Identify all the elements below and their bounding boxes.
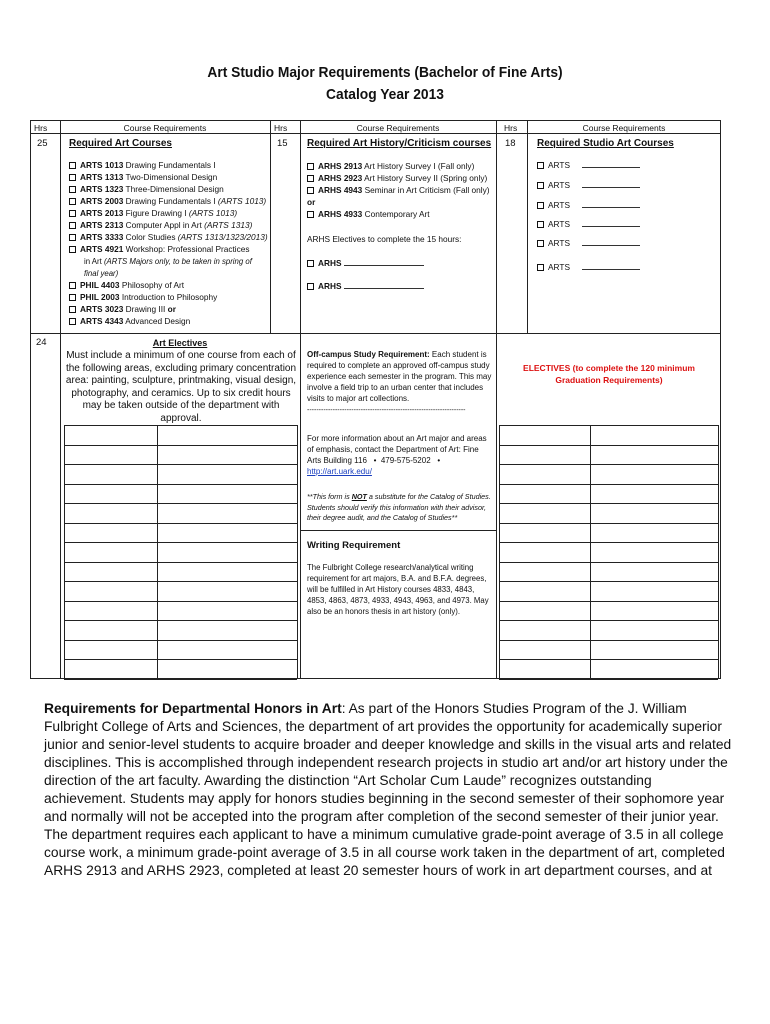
- checkbox[interactable]: [69, 186, 76, 193]
- grid-line: [499, 542, 718, 543]
- checkbox[interactable]: [69, 174, 76, 181]
- col2-item[interactable]: ARHS 2913 Art History Survey I (Fall only): [307, 161, 474, 172]
- checkbox[interactable]: [307, 187, 314, 194]
- grid-line: [718, 425, 719, 679]
- hrs-header-3: Hrs: [504, 123, 518, 133]
- checkbox[interactable]: [69, 162, 76, 169]
- col3-heading: Required Studio Art Courses: [537, 138, 674, 149]
- checkbox[interactable]: [537, 240, 544, 247]
- grid-line: [499, 523, 718, 524]
- col2-electives-text: ARHS Electives to complete the 15 hours:: [307, 234, 462, 244]
- col1-item[interactable]: ARTS 1013 Drawing Fundamentals I: [69, 160, 216, 171]
- col3-item[interactable]: ARTS: [537, 219, 640, 230]
- grid-line: [499, 445, 718, 446]
- checkbox[interactable]: [69, 246, 76, 253]
- col-divider-1: [60, 120, 61, 679]
- grid-line: [297, 425, 298, 679]
- electives-heading: Art Electives: [152, 338, 208, 348]
- col3-item[interactable]: ARTS: [537, 200, 640, 211]
- page-subtitle: Catalog Year 2013: [326, 86, 444, 103]
- col-divider-3: [300, 120, 301, 679]
- grid-line: [64, 484, 297, 485]
- col2-elective-line-2[interactable]: ARHS: [307, 281, 424, 292]
- grid-line: [499, 464, 718, 465]
- grid-line: [64, 640, 297, 641]
- checkbox[interactable]: [69, 198, 76, 205]
- col1-item[interactable]: ARTS 4921 Workshop: Professional Practices: [69, 244, 250, 255]
- col-divider-5: [527, 120, 528, 333]
- grid-line: [499, 601, 718, 602]
- col2-item[interactable]: ARHS 4943 Seminar in Art Criticism (Fall only): [307, 185, 490, 196]
- writing-heading: Writing Requirement: [307, 540, 401, 551]
- hrs-header-2: Hrs: [274, 123, 288, 133]
- col1-item[interactable]: PHIL 2003 Introduction to Philosophy: [69, 292, 217, 303]
- checkbox[interactable]: [537, 202, 544, 209]
- grid-line: [499, 562, 718, 563]
- col2-hours: 15: [277, 138, 288, 149]
- col1-heading: Required Art Courses: [69, 138, 172, 149]
- col1-item[interactable]: PHIL 4403 Philosophy of Art: [69, 280, 184, 291]
- grid-line: [64, 679, 297, 680]
- col2-or: or: [307, 197, 316, 207]
- checkbox[interactable]: [69, 306, 76, 313]
- checkbox[interactable]: [307, 260, 314, 267]
- col1-item[interactable]: ARTS 1313 Two-Dimensional Design: [69, 172, 217, 183]
- page-title: Art Studio Major Requirements (Bachelor of Fine Arts): [207, 64, 563, 81]
- grid-line: [64, 445, 297, 446]
- checkbox[interactable]: [537, 182, 544, 189]
- grid-line: [64, 425, 65, 679]
- grid-line: [499, 425, 718, 426]
- col-divider-4: [496, 120, 497, 679]
- checkbox[interactable]: [69, 222, 76, 229]
- header-divider: [30, 133, 721, 134]
- col3-item[interactable]: ARTS: [537, 262, 640, 273]
- honors-paragraph: Requirements for Departmental Honors in Art: As part of the Honors Studies Program of the J. William Fulbright College of Arts and Sciences, the department of art provides the opportunity for academically superior junior and senior-level students to acquire broader and deeper knowledge and skills in the visual arts and related disciplines. This is accomplished through independent research projects in studio art and/or art history under the direction of the art faculty. Awarding the distinction “Art Scholar Cum Laude” recognizes outstanding achievement. Students may apply for honors studies beginning in the second semester of their sophomore year and normally will not be accepted into the program after completion of the second semester of their junior year. The department requires each applicant to have a minimum cumulative grade-point average of 3.5 in all college course work, a minimum grade-point average of 3.5 in all course work taken in the department of art, completed ARHS 2913 and ARHS 2923, completed at least 20 semester hours of work in art department courses, and at: [44, 701, 732, 878]
- hrs-header-1: Hrs: [34, 123, 48, 133]
- col-divider-2: [270, 120, 271, 333]
- checkbox[interactable]: [69, 210, 76, 217]
- electives-graduation-note: ELECTIVES (to complete the 120 minimum Graduation Requirements): [523, 363, 695, 385]
- grid-line: [64, 581, 297, 582]
- checkbox[interactable]: [69, 294, 76, 301]
- checkbox[interactable]: [69, 282, 76, 289]
- grid-line: [64, 523, 297, 524]
- electives-hours: 24: [36, 337, 47, 348]
- col1-workshop-cont: in Art (ARTS Majors only, to be taken in spring of: [84, 257, 252, 266]
- col3-hours: 18: [505, 138, 516, 149]
- col1-item[interactable]: ARTS 3023 Drawing III or: [69, 304, 176, 315]
- writing-divider: [300, 530, 496, 531]
- grid-line: [64, 542, 297, 543]
- course-req-header-2: Course Requirements: [356, 123, 440, 133]
- col3-item[interactable]: ARTS: [537, 238, 640, 249]
- grid-line: [64, 425, 297, 426]
- col1-item[interactable]: ARTS 2313 Computer Appl in Art (ARTS 1313): [69, 220, 252, 231]
- offcampus-divider: --------------------------------------------------------------------: [307, 407, 466, 414]
- col2-heading: Required Art History/Criticism courses: [307, 138, 492, 149]
- grid-line: [64, 562, 297, 563]
- checkbox[interactable]: [537, 264, 544, 271]
- row-divider: [30, 333, 721, 334]
- col1-workshop-note: final year): [84, 269, 119, 278]
- grid-line: [157, 425, 158, 679]
- grid-line: [499, 503, 718, 504]
- checkbox[interactable]: [307, 163, 314, 170]
- contact-info: For more information about an Art major and areas of emphasis, contact the Department of Art: Fine Arts Building 116 • 479-575-5202 • http://art.uark.edu/: [307, 434, 487, 476]
- course-req-header-3: Course Requirements: [582, 123, 666, 133]
- col2-item[interactable]: ARHS 2923 Art History Survey II (Spring only): [307, 173, 487, 184]
- grid-line: [499, 484, 718, 485]
- checkbox[interactable]: [307, 175, 314, 182]
- checkbox[interactable]: [69, 318, 76, 325]
- grid-line: [64, 503, 297, 504]
- grid-line: [64, 659, 297, 660]
- grid-line: [499, 620, 718, 621]
- writing-text: The Fulbright College research/analytical writing requirement for art majors, B.A. and B.F.A. degrees, will be fulfilled in Art History courses 4833, 4843, 4853, 4863, 4873, 4933, 4943, 4963, and 4973. May also be an honors thesis in art history (only).: [307, 563, 489, 616]
- grid-line: [499, 679, 718, 680]
- grid-line: [499, 581, 718, 582]
- checkbox[interactable]: [69, 234, 76, 241]
- grid-line: [64, 464, 297, 465]
- offcampus-requirement: Off-campus Study Requirement: Each student is required to complete an approved off-campus study experience each semester in the program. This may involve a field trip to an urban center that includes visits to major art collections.: [307, 350, 492, 403]
- grid-line: [64, 620, 297, 621]
- col1-item[interactable]: ARTS 2003 Drawing Fundamentals I (ARTS 1013): [69, 196, 266, 207]
- col1-item[interactable]: ARTS 3333 Color Studies (ARTS 1313/1323/2013): [69, 232, 268, 243]
- col3-item[interactable]: ARTS: [537, 160, 640, 171]
- grid-line: [499, 659, 718, 660]
- checkbox[interactable]: [537, 162, 544, 169]
- grid-line: [499, 640, 718, 641]
- course-req-header-1: Course Requirements: [123, 123, 207, 133]
- grid-line: [499, 425, 500, 679]
- col1-hours: 25: [37, 138, 48, 149]
- col3-item[interactable]: ARTS: [537, 180, 640, 191]
- department-link[interactable]: http://art.uark.edu/: [307, 467, 372, 476]
- col2-alt-item[interactable]: ARHS 4933 Contemporary Art: [307, 209, 430, 220]
- col1-item[interactable]: ARTS 2013 Figure Drawing I (ARTS 1013): [69, 208, 237, 219]
- grid-line: [590, 425, 591, 679]
- grid-line: [64, 601, 297, 602]
- col1-item[interactable]: ARTS 4343 Advanced Design: [69, 316, 190, 327]
- checkbox[interactable]: [537, 221, 544, 228]
- disclaimer: **This form is NOT a substitute for the Catalog of Studies. Students should verify this information with their advisor, their degree audit, and the Catalog of Studies**: [307, 492, 491, 522]
- col2-elective-line-1[interactable]: ARHS: [307, 258, 424, 269]
- checkbox[interactable]: [307, 211, 314, 218]
- checkbox[interactable]: [307, 283, 314, 290]
- electives-description: Must include a minimum of one course from each of the following areas, excluding primary concentration area: painting, sculpture, printmaking, visual design, photography, and ceramics. Up to six credit hours may be taken outside of the department with approval.: [65, 350, 297, 424]
- col1-item[interactable]: ARTS 1323 Three-Dimensional Design: [69, 184, 224, 195]
